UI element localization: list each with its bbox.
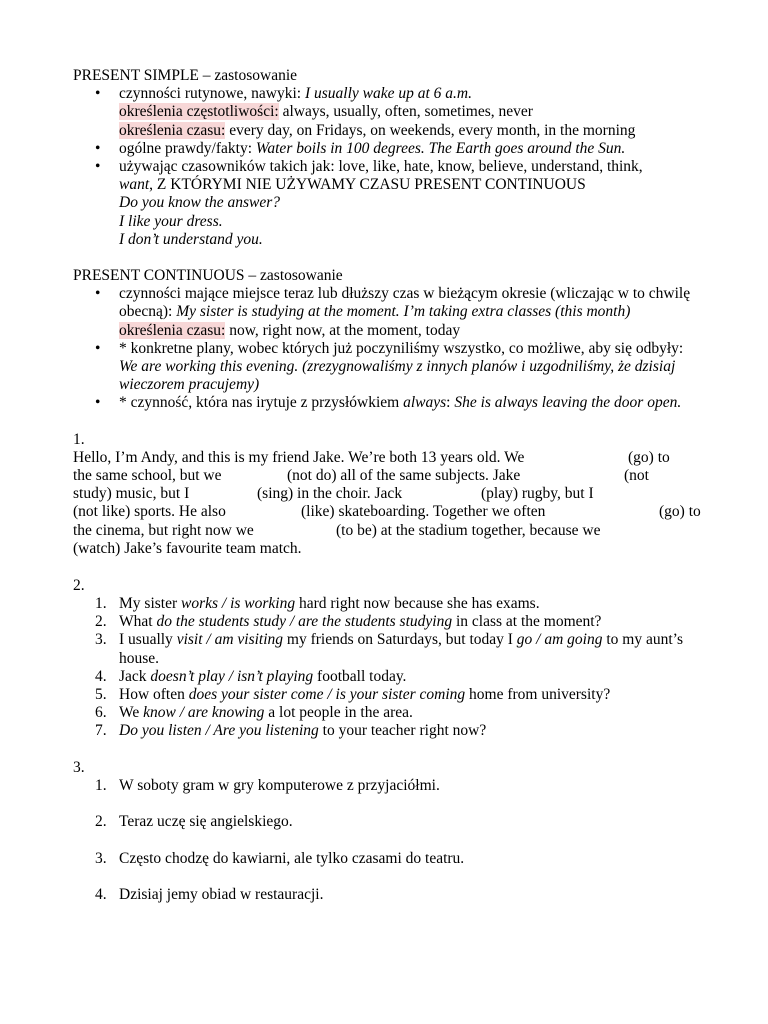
exercise-1-text: (not like) sports. He also — [73, 503, 226, 521]
choice-options: works / is working — [181, 595, 296, 613]
exercise-1-text: (go) to — [628, 448, 670, 466]
exercise-1-text: the cinema, but right now we — [73, 521, 254, 539]
exercise-2-item — [73, 722, 698, 740]
translation-sentence: Często chodzę do kawiarni, ale tylko czasami do teatru. — [119, 849, 465, 867]
translation-sentence: Dzisiaj jemy obiad w restauracji. — [119, 886, 324, 904]
item-number: 4. — [95, 667, 107, 685]
exercise-2-item — [73, 686, 698, 704]
sentence-text: hard right now because she has exams. — [295, 595, 540, 613]
continuous-bullet-plans: • * konkretne plany, wobec których już poczyniliśmy wszystko, co możliwe, aby się odbyły: We are working this evening. (zrezygnowaliśmy z innych planów i uzgodniliśmy, że dzisiaj wieczorem pracujemy) — [73, 340, 698, 395]
continuous-bullet-irritation: • * czynność, która nas irytuje z przysłówkiem always: She is always leaving the door open. — [73, 394, 698, 412]
sentence-text: How often — [119, 686, 189, 704]
item-number: 2. — [95, 813, 107, 831]
exercise-1-paragraph — [73, 448, 701, 559]
sentence-text: home from university? — [465, 686, 611, 704]
sentence-text: I usually — [119, 631, 177, 649]
simple-bullet-stative-verbs: • używając czasowników takich jak: love, like, hate, know, believe, understand, think, want, Z KTÓRYMI NIE UŻYWAMY CZASU PRESENT CONTINUOUS Do you know the answer? I like your dress. I don’t understand you. — [73, 158, 698, 249]
choice-options: go / am going — [516, 631, 603, 649]
time-expressions-label: określenia czasu: — [119, 121, 226, 139]
exercise-1-text: (not do) all of the same subjects. Jake — [287, 467, 521, 485]
document-page — [73, 67, 701, 922]
choice-options: do the students study / are the students studying — [156, 613, 453, 631]
item-number: 1. — [95, 776, 107, 794]
sentence-text: We — [119, 704, 144, 722]
exercise-1-text: study) music, but I — [73, 485, 190, 503]
exercise-1-text: (watch) Jake’s favourite team match. — [73, 539, 302, 557]
translation-sentence: Teraz uczę się angielskiego. — [119, 813, 293, 831]
choice-options: know / are knowing — [143, 704, 265, 722]
exercise-3-item — [73, 813, 698, 831]
exercise-1-text: (go) to — [659, 503, 701, 521]
stative-example: Do you know the answer? — [119, 194, 281, 212]
choice-options: does your sister come / is your sister coming — [188, 686, 466, 704]
item-number: 1. — [95, 595, 107, 613]
stative-example: I like your dress. — [119, 212, 223, 230]
exercise-3-item — [73, 777, 698, 795]
exercise-1-text: the same school, but we — [73, 467, 222, 485]
item-number: 5. — [95, 686, 107, 704]
item-number: 3. — [95, 849, 107, 867]
sentence-text: to your teacher right now? — [318, 722, 487, 740]
frequency-label: określenia częstotliwości: — [119, 103, 279, 121]
sentence-text: my friends on Saturdays, but today I — [283, 631, 517, 649]
choice-options: doesn’t play / isn’t playing — [150, 667, 314, 685]
stative-example: I don’t understand you. — [119, 230, 263, 248]
present-simple-list — [73, 85, 698, 249]
exercise-2-item — [73, 595, 698, 613]
exercise-2-number: 2. — [73, 576, 85, 594]
exercise-1-text: (to be) at the stadium together, because we — [336, 521, 601, 539]
exercise-2-item — [73, 631, 698, 667]
sentence-text: in class at the moment? — [452, 613, 602, 631]
sentence-text: What — [119, 613, 157, 631]
exercise-3-number: 3. — [73, 758, 85, 776]
exercise-1-text: Hello, I’m Andy, and this is my friend Jake. We’re both 13 years old. We — [73, 448, 525, 466]
sentence-text: a lot people in the area. — [264, 704, 413, 722]
sentence-text: Jack — [119, 667, 151, 685]
exercise-1-number: 1. — [73, 430, 85, 448]
exercise-1-text: (play) rugby, but I — [481, 485, 594, 503]
choice-options: visit / am visiting — [176, 631, 284, 649]
item-number: 2. — [95, 613, 107, 631]
time-expressions-label: określenia czasu: — [119, 321, 226, 339]
simple-bullet-facts: • ogólne prawdy/fakty: Water boils in 100 degrees. The Earth goes around the Sun. — [73, 140, 698, 158]
item-number: 3. — [95, 631, 107, 649]
exercise-2-item — [73, 613, 698, 631]
item-number: 4. — [95, 886, 107, 904]
exercise-3-item — [73, 886, 698, 904]
sentence-text: to my aunt’s house. — [119, 631, 683, 667]
continuous-bullet-now: • czynności mające miejsce teraz lub dłuższy czas w bieżącym okresie (wliczając w to chwilę obecną): My sister is studying at the moment. I’m taking extra classes (this month) określenia czasu: now, right now, at the moment, today — [73, 285, 698, 340]
exercise-1-text: (sing) in the choir. Jack — [257, 485, 403, 503]
exercise-2-item — [73, 704, 698, 722]
item-number: 7. — [95, 722, 107, 740]
exercise-2-item — [73, 668, 698, 686]
sentence-text: football today. — [313, 667, 407, 685]
present-continuous-heading: PRESENT CONTINUOUS – zastosowanie — [73, 267, 343, 285]
item-number: 6. — [95, 704, 107, 722]
simple-bullet-routine: • czynności rutynowe, nawyki: I usually wake up at 6 a.m. określenia częstotliwości: always, usually, often, sometimes, never określenia czasu: every day, on Fridays, on weekends, every month, in the morning — [73, 85, 698, 140]
present-simple-heading: PRESENT SIMPLE – zastosowanie — [73, 67, 298, 84]
exercise-1-text: (not — [624, 467, 649, 485]
choice-options: Do you listen / Are you listening — [119, 722, 319, 740]
present-continuous-list — [73, 285, 698, 412]
translation-sentence: W soboty gram w gry komputerowe z przyjaciółmi. — [119, 776, 440, 794]
sentence-text: My sister — [119, 595, 181, 613]
exercise-3-item — [73, 850, 698, 868]
exercise-2-list — [73, 595, 698, 741]
exercise-1-text: (like) skateboarding. Together we often — [301, 503, 546, 521]
exercise-3-list — [73, 777, 698, 904]
